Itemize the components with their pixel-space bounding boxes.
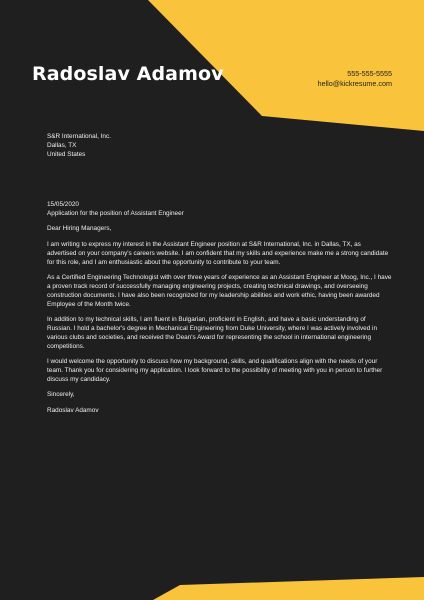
signature-name: Radoslav Adamov <box>47 406 99 414</box>
recipient-city: Dallas, TX <box>47 141 77 149</box>
phone-number: 555-555-5555 <box>347 69 392 78</box>
email-address: hello@kickresume.com <box>317 79 392 88</box>
letter-body <box>47 201 392 423</box>
paragraph: I am writing to express my interest in the Assistant Engineer position at S&R International, Inc. in Dallas, TX, as advertised on your company's careers website. I am confident that my skills and experience make me a strong candidate for this role, and I am enthusiastic about the opportunity to contribute to your team. <box>47 240 389 266</box>
paragraph: As a Certified Engineering Technologist with over three years of experience as an Assistant Engineer at Moog, Inc., I have a proven track record of successfully managing engineering projects, creating technical drawings, and overseeing construction documents. I have also been recognized for my leadership abilities and work ethic, having been awarded Employee of the Month twice. <box>47 274 392 308</box>
bottom-accent-shape <box>153 577 424 600</box>
closing: Sincerely, <box>47 391 75 399</box>
letter-date: 15/05/2020 <box>47 201 79 208</box>
paragraph: I would welcome the opportunity to discuss how my background, skills, and qualifications align with the needs of your team. Thank you for considering my application. I look forward to the possibility of meeting with you in person to further discuss my candidacy. <box>47 358 383 383</box>
recipient-country: United States <box>47 150 86 158</box>
paragraph: In addition to my technical skills, I am fluent in Bulgarian, proficient in English, and have a basic understanding of Russian. I hold a bachelor's degree in Mechanical Engineering from Duke University, where I was actively involved in various clubs and societies, and received the Dean's Award for representing the school in international engineering competitions. <box>47 316 378 350</box>
recipient-address <box>47 133 392 159</box>
letter-subject: Application for the position of Assistant Engineer <box>47 209 184 217</box>
applicant-name: Radoslav Adamov <box>32 63 224 85</box>
contact-block <box>318 69 392 89</box>
recipient-company: S&R International, Inc. <box>47 133 111 140</box>
salutation: Dear Hiring Managers, <box>47 225 112 233</box>
